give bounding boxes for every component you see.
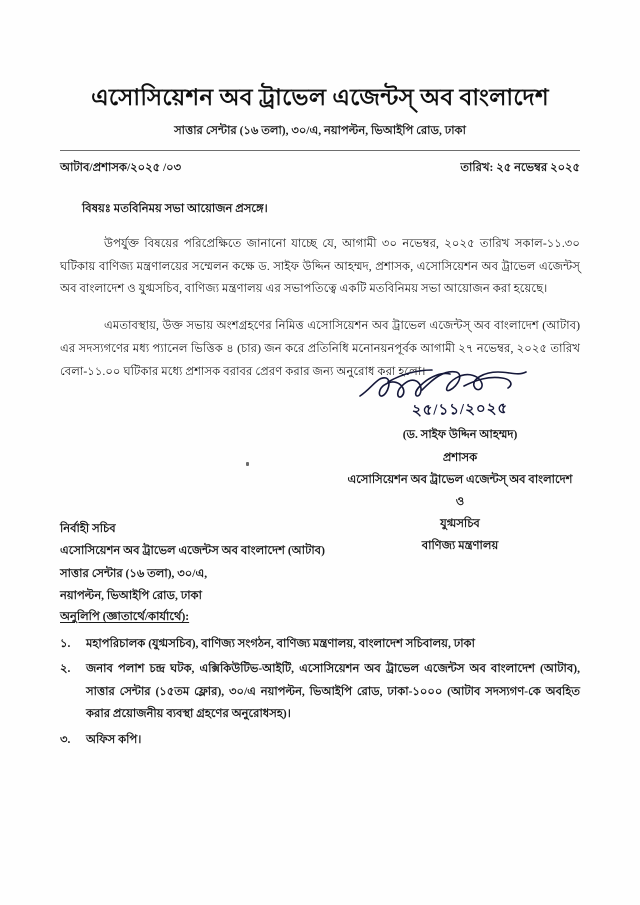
body-paragraph-1: উপর্যুক্ত বিষয়ের পরিপ্রেক্ষিতে জানানো যাচ্ছে যে, আগামী ৩০ নভেম্বর, ২০২৫ তারিখ সকাল-১১.৩০ ঘটিকায় বাণিজ্য মন্ত্রণালয়ের সম্মেলন কক্ষে ড. সাইফ উদ্দিন আহম্মদ, প্রশাসক, এসোসিয়েশন অব ট্রাভেল এজেন্টস্ অব বাংলাদেশ ও যুগ্মসচিব, বাণিজ্য মন্ত্রণালয় এর সভাপতিত্বে একটি মতবিনিময় সভা আয়োজন করা হয়েছে। (60, 236, 580, 296)
letterhead (0, 0, 640, 151)
reference-row (60, 159, 580, 178)
copy-list (60, 633, 580, 751)
signatory-designation-secondary: যুগ্মসচিব (440, 518, 480, 530)
copy-item-text: অফিস কপি। (86, 733, 142, 746)
list-item (60, 658, 580, 725)
list-item (60, 633, 580, 655)
signatory-name: (ড. সাইফ উদ্দিন আহম্মদ) (402, 429, 518, 441)
letter-body (60, 200, 580, 384)
recipient-line-3: সাত্তার সেন্টার (১৬ তলা), ৩০/এ, (60, 567, 208, 580)
copy-section-heading: অনুলিপি (জ্ঞাতার্থে/কার্যার্থে): (60, 611, 190, 623)
body-paragraph-2: এমতাবস্থায়, উক্ত সভায় অংশগ্রহণের নিমিত্ত এসোসিয়েশন অব ট্রাভেল এজেন্টস্ অব বাংলাদেশ (আটাব) এর সদস্যগণের মধ্য প্যানেল ভিত্তিক ৪ (চার) জন করে প্রতিনিধি মনোনয়নপূর্বক আগামী ২৭ নভেম্বর, ২০২৫ তারিখ বেলা-১১.০০ ঘটিকার মধ্যে প্রশাসক বরাবর প্রেরণ করার জন্য অনুরোধ করা হলো। (60, 319, 580, 378)
organization-title: এসোসিয়েশন অব ট্রাভেল এজেন্টস্ অব বাংলাদেশ (91, 85, 549, 110)
copy-item-number: ১. (60, 638, 71, 650)
subject-line: বিষয়ঃ মতবিনিময় সভা আয়োজন প্রসঙ্গে। (82, 202, 268, 215)
signatory-conjunction: ও (455, 496, 465, 508)
copy-item-number: ২. (60, 663, 71, 676)
signatory-ministry: বাণিজ্য মন্ত্রণালয় (421, 540, 499, 552)
recipient-block (60, 518, 325, 608)
recipient-line-2: এসোসিয়েশন অব ট্রাভেল এজেন্টস অব বাংলাদেশ (আটাব) (60, 545, 325, 558)
handwritten-date: ২৫/১১/২০২৫ (411, 400, 509, 420)
copy-item-text: মহাপরিচালক (যুগ্মসচিব), বাণিজ্য সংগঠন, বাণিজ্য মন্ত্রণালয়, বাংলাদেশ সচিবালয়, ঢাকা (86, 638, 475, 650)
copy-section (60, 608, 580, 751)
recipient-line-4: নয়াপল্টন, ভিআইপি রোড, ঢাকা (60, 590, 202, 603)
copy-item-number: ৩. (60, 733, 71, 746)
signature-block (330, 368, 590, 556)
signatory-organization: এসোসিয়েশন অব ট্রাভেল এজেন্টস্ অব বাংলাদেশ (347, 474, 573, 486)
ink-speck (246, 462, 249, 466)
recipient-line-1: নির্বাহী সচিব (60, 523, 116, 535)
memo-number: আটাব/প্রশাসক/২০২৫ /০৩ (60, 161, 182, 174)
signatory-designation: প্রশাসক (442, 452, 478, 464)
letter-date: তারিখ: ২৫ নভেম্বর ২০২৫ (460, 161, 580, 174)
header-divider (60, 150, 580, 151)
copy-item-text: জনাব পলাশ চন্দ্র ঘটক, এক্সিকিউটিভ-আইটি, এসোসিয়েশন অব ট্রাভেল এজেন্টস অব বাংলাদেশ (আটাব), সাত্তার সেন্টার (১৫তম ফ্লোর), ৩০/এ নয়াপল্টন, ভিআইপি রোড, ঢাকা-১০০০ (আটাব সদস্যগণ-কে অবহিত করার প্রয়োজনীয় ব্যবস্থা গ্রহণের অনুরোধসহ)। (86, 663, 580, 721)
list-item (60, 729, 580, 751)
organization-address: সাত্তার সেন্টার (১৬ তলা), ৩০/এ, নয়াপল্টন, ভিআইপি রোড, ঢাকা (174, 124, 466, 137)
